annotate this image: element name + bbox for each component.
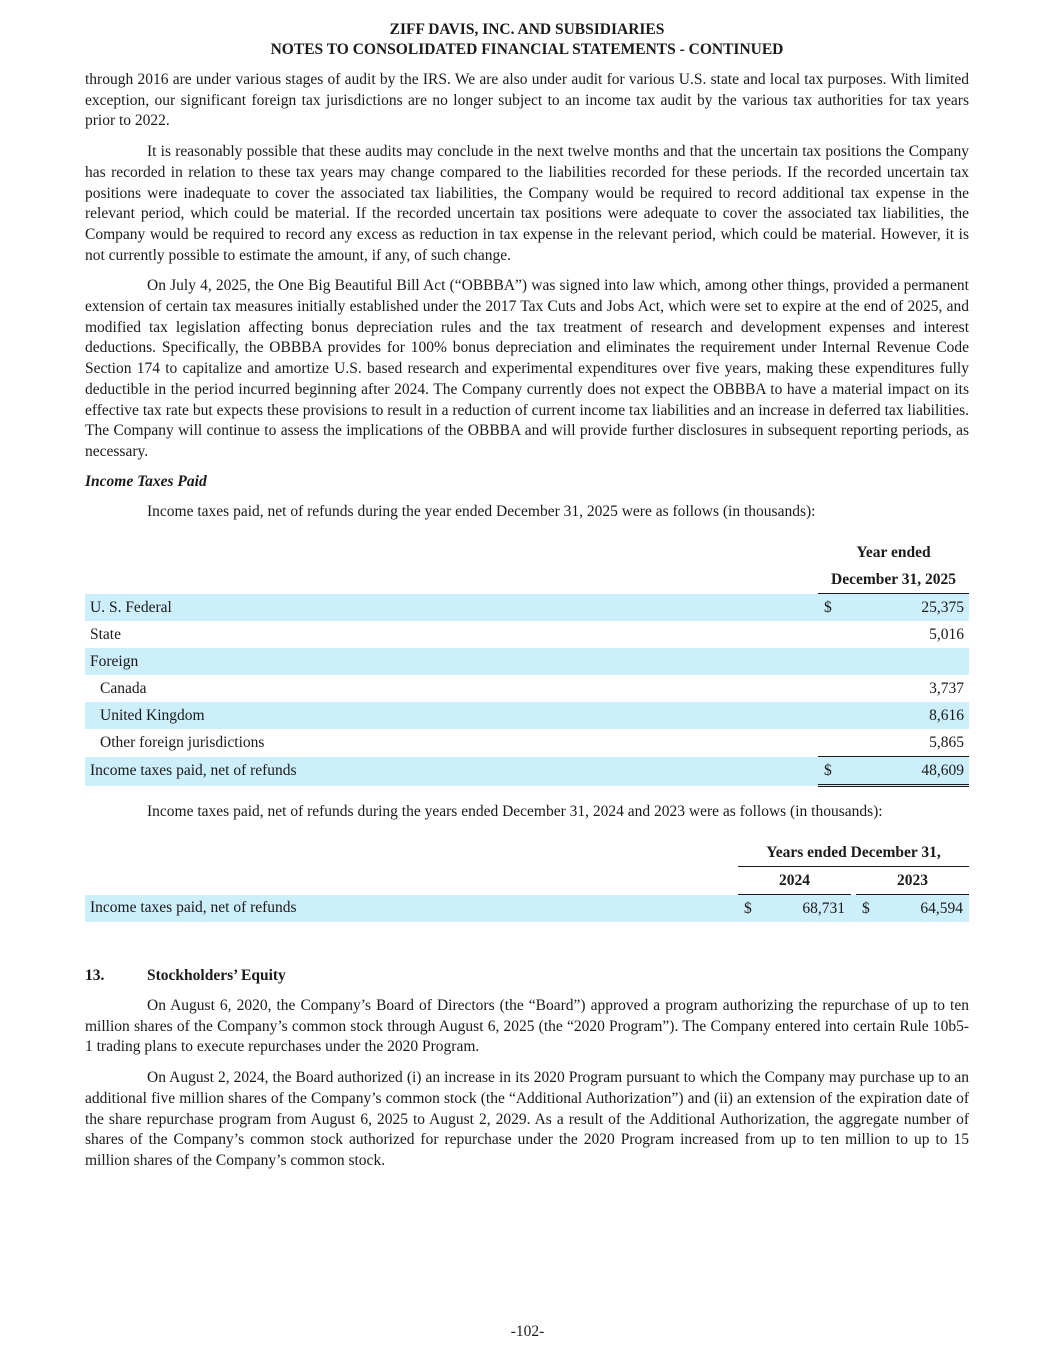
document-page (85, 20, 969, 1172)
paragraph-audit: through 2016 are under various stages of audit by the IRS. We are also under audit for various U.S. state and local tax purposes. With limited exception, our significant foreign tax jurisdictions are no longer subject to an income tax audit by the various tax authorities for tax years prior to 2022. (85, 71, 969, 130)
table-row (85, 895, 969, 923)
notes-header: NOTES TO CONSOLIDATED FINANCIAL STATEMENTS - CONTINUED (270, 41, 784, 58)
paragraph-uncertain-positions: It is reasonably possible that these audits may conclude in the next twelve months and that the uncertain tax positions the Company has recorded in relation to these tax years may change compared to the liabilities recorded for these periods. If the recorded uncertain tax positions were inadequate to cover the associated tax liabilities, the Company would be required to record additional tax expense in the relevant period, which could be material. If the recorded uncertain tax positions were adequate to cover the associated tax liabilities, the Company would be required to record any excess as reduction in tax expense in the relevant period, which could be material. However, it is not currently possible to estimate the amount, if any, of such change. (85, 143, 969, 264)
section-title: Stockholders’ Equity (147, 967, 286, 985)
company-header: ZIFF DAVIS, INC. AND SUBSIDIARIES (389, 21, 665, 38)
income-taxes-2024-2023-table (85, 839, 969, 922)
row-label: United Kingdom (85, 702, 818, 729)
row-value: 3,737 (929, 679, 965, 697)
row-label: State (90, 625, 121, 643)
table2-header: Years ended December 31, (738, 839, 969, 867)
table-row-total (85, 757, 969, 786)
table2-col-2023: 2023 (856, 867, 969, 895)
income-taxes-paid-title: Income Taxes Paid (85, 472, 207, 490)
row-label: Canada (100, 679, 147, 697)
row-label: Income taxes paid, net of refunds (85, 757, 818, 786)
table1-header-year-ended: Year ended (856, 543, 931, 561)
row-value: 64,594 (920, 899, 964, 917)
row-label: Foreign (85, 648, 818, 675)
table-row (85, 702, 969, 729)
row-label: Income taxes paid, net of refunds (85, 895, 738, 923)
row-currency: $ (818, 757, 841, 786)
table2-col-2024: 2024 (738, 867, 851, 895)
table-row (85, 621, 969, 648)
row-value: 68,731 (802, 899, 845, 917)
row-label: Other foreign jurisdictions (100, 734, 265, 752)
paragraph-additional-authorization: On August 2, 2024, the Board authorized (i) an increase in its 2020 Program pursuant to which the Company may purchase up to an additional five million shares of the Company’s common stock (the “Additional Authorization”) and (ii) an extension of the expiration date of the share repurchase program from August 6, 2025 to August 2, 2029. As a result of the Additional Authorization, the aggregate number of shares of the Company’s common stock authorized for repurchase under the 2020 Program increased from up to ten million to up to 15 million shares of the Company’s common stock. (85, 1069, 969, 1169)
income-taxes-intro-2025: Income taxes paid, net of refunds during the year ended December 31, 2025 were as follows (in thousands): (147, 502, 816, 520)
row-currency (818, 702, 841, 729)
paragraph-2020-program: On August 6, 2020, the Company’s Board of Directors (the “Board”) approved a program authorizing the repurchase of up to ten million shares of the Company’s common stock through August 6, 2025 (the “2020 Program”). The Company entered into certain Rule 10b5-1 trading plans to execute repurchases under the 2020 Program. (85, 997, 969, 1056)
row-currency (818, 675, 841, 702)
row-value-2024 (738, 895, 851, 923)
row-label: U. S. Federal (85, 594, 818, 622)
row-currency: $ (862, 899, 870, 917)
page-number: -102- (510, 1323, 545, 1340)
table-row (85, 675, 969, 702)
income-taxes-2025-table (85, 539, 969, 787)
table-row (85, 729, 969, 757)
row-currency: $ (744, 899, 752, 917)
table-row (85, 594, 969, 622)
row-value: 48,609 (841, 757, 969, 786)
row-currency (818, 621, 841, 648)
row-value (841, 648, 969, 675)
row-currency: $ (818, 594, 841, 622)
table-row (85, 648, 969, 675)
row-value: 25,375 (841, 594, 969, 622)
row-value: 5,865 (929, 733, 965, 751)
row-value-2023 (856, 895, 969, 923)
section-number: 13. (85, 967, 105, 985)
income-taxes-intro-2024: Income taxes paid, net of refunds during the years ended December 31, 2024 and 2023 were as follows (in thousands): (147, 803, 883, 821)
paragraph-obbba: On July 4, 2025, the One Big Beautiful Bill Act (“OBBBA”) was signed into law which, among other things, provided a permanent extension of certain tax measures initially established under the 2017 Tax Cuts and Jobs Act, which were set to expire at the end of 2025, and modified tax legislation affecting bonus depreciation rules and the tax treatment of research and development expenses and interest deductions. Specifically, the OBBBA provides for 100% bonus depreciation and eliminates the requirement under Internal Revenue Code Section 174 to capitalize and amortize U.S. based research and experimental expenditures over five years, making these expenditures fully deductible in the period incurred beginning after 2024. The Company currently does not expect the OBBBA to have a material impact on its effective tax rate but expects these provisions to result in a reduction of current income tax liabilities and an increase in deferred tax liabilities. The Company will continue to assess the implications of the OBBBA and will provide further disclosures in subsequent reporting periods, as necessary. (85, 277, 969, 460)
row-value: 8,616 (841, 702, 969, 729)
row-value: 5,016 (929, 625, 965, 643)
table1-header-date: December 31, 2025 (818, 566, 969, 594)
section-heading-stockholders-equity (85, 966, 969, 986)
row-currency (818, 729, 841, 757)
row-currency (818, 648, 841, 675)
